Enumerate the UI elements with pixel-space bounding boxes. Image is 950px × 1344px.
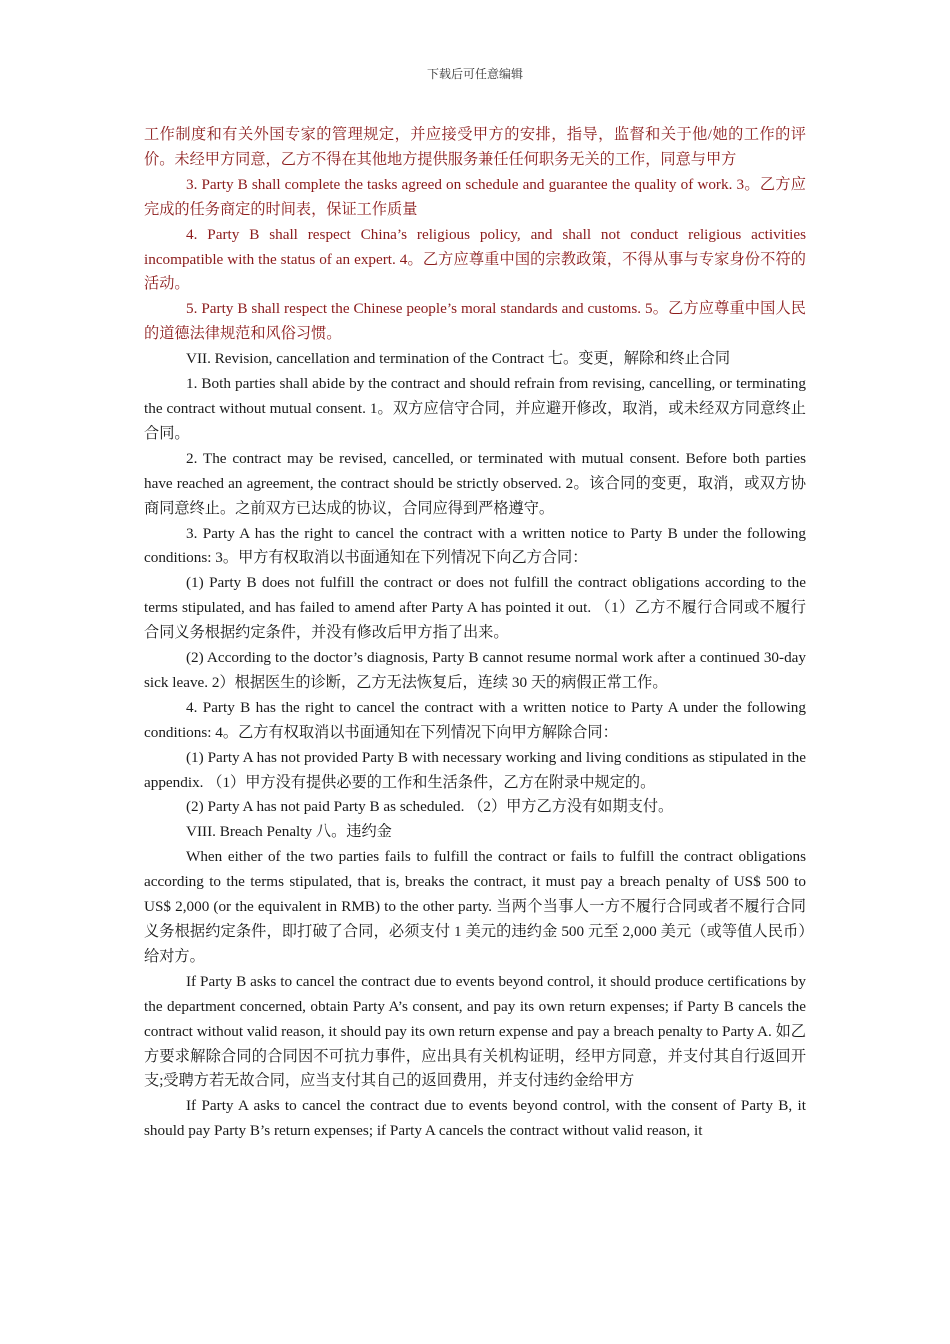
paragraph: When either of the two parties fails to fulfill the contract or fails to fulfill the contract obligations according to the terms stipulated, that is, breaks the contract, it must pay a breach penalty of US$ 500 to US$ 2,000 (or the equivalent in RMB) to the other party. 当两个当事人一方不履行合同或者不履行合同义务根据约定条件，即打破了合同，必须支付 1 美元的违约金 500 元至 2,000 美元（或等值人民币）给对方。 xyxy=(144,848,806,965)
page-header: 下载后可任意编辑 xyxy=(426,67,523,81)
paragraph: (1) Party A has not provided Party B with necessary working and living conditions as stipulated in the appendix. （1）甲方没有提供必要的工作和生活条件，乙方在附录中规定的。 xyxy=(144,748,806,791)
section-heading: VII. Revision, cancellation and termination of the Contract 七。变更，解除和终止合同 xyxy=(186,350,731,368)
paragraph: 3. Party B shall complete the tasks agreed on schedule and guarantee the quality of work. 3。乙方应完成的任务商定的时间表，保证工作质量 xyxy=(144,175,806,218)
paragraph: 4. Party B shall respect China’s religious policy, and shall not conduct religious activities incompatible with the status of an expert. 4。乙方应尊重中国的宗教政策，不得从事与专家身份不符的活动。 xyxy=(144,225,806,293)
paragraph: (2) Party A has not paid Party B as scheduled. （2）甲方乙方没有如期支付。 xyxy=(186,798,674,816)
document-body xyxy=(144,123,806,1144)
paragraph: 3. Party A has the right to cancel the contract with a written notice to Party B under the following conditions: 3。甲方有权取消以书面通知在下列情况下向乙方合同： xyxy=(144,524,806,567)
paragraph: 4. Party B has the right to cancel the contract with a written notice to Party A under the following conditions: 4。乙方有权取消以书面通知在下列情况下向甲方解除合同： xyxy=(144,698,806,741)
paragraph: If Party A asks to cancel the contract due to events beyond control, with the consent of Party B, it should pay Party B’s return expenses; if Party A cancels the contract without valid reason, it xyxy=(144,1097,806,1140)
paragraph: 工作制度和有关外国专家的管理规定，并应接受甲方的安排，指导，监督和关于他/她的工作的评价。未经甲方同意，乙方不得在其他地方提供服务兼任任何职务无关的工作，同意与甲方 xyxy=(144,126,806,168)
paragraph: 1. Both parties shall abide by the contract and should refrain from revising, cancelling, or terminating the contract without mutual consent. 1。双方应信守合同，并应避开修改，取消，或未经双方同意终止合同。 xyxy=(144,375,806,442)
paragraph: (2) According to the doctor’s diagnosis, Party B cannot resume normal work after a continued 30-day sick leave. 2）根据医生的诊断，乙方无法恢复后，连续 30 天的病假正常工作。 xyxy=(144,649,806,691)
paragraph: (1) Party B does not fulfill the contract or does not fulfill the contract obligations according to the terms stipulated, and has failed to amend after Party A has pointed it out. （1）乙方不履行合同或不履行合同义务根据约定条件，并没有修改后甲方指了出来。 xyxy=(144,574,806,642)
paragraph: If Party B asks to cancel the contract due to events beyond control, it should produce certifications by the department concerned, obtain Party A’s consent, and pay its own return expenses; if Party B cancels the contract without valid reason, it should pay its own return expense and pay a breach penalty to Party A. 如乙方要求解除合同的合同因不可抗力事件，应出具有关机构证明，经甲方同意，并支付其自行返回开支;受聘方若无故合同，应当支付其自己的返回费用，并支付违约金给甲方 xyxy=(144,972,806,1090)
paragraph: 5. Party B shall respect the Chinese people’s moral standards and customs. 5。乙方应尊重中国人民的道德法律规范和风俗习惯。 xyxy=(144,300,806,343)
section-heading: VIII. Breach Penalty 八。违约金 xyxy=(186,823,392,841)
paragraph: 2. The contract may be revised, cancelled, or terminated with mutual consent. Before both parties have reached an agreement, the contract should be strictly observed. 2。该合同的变更，取消，或双方协商同意终止。之前双方已达成的协议，合同应得到严格遵守。 xyxy=(144,449,806,517)
